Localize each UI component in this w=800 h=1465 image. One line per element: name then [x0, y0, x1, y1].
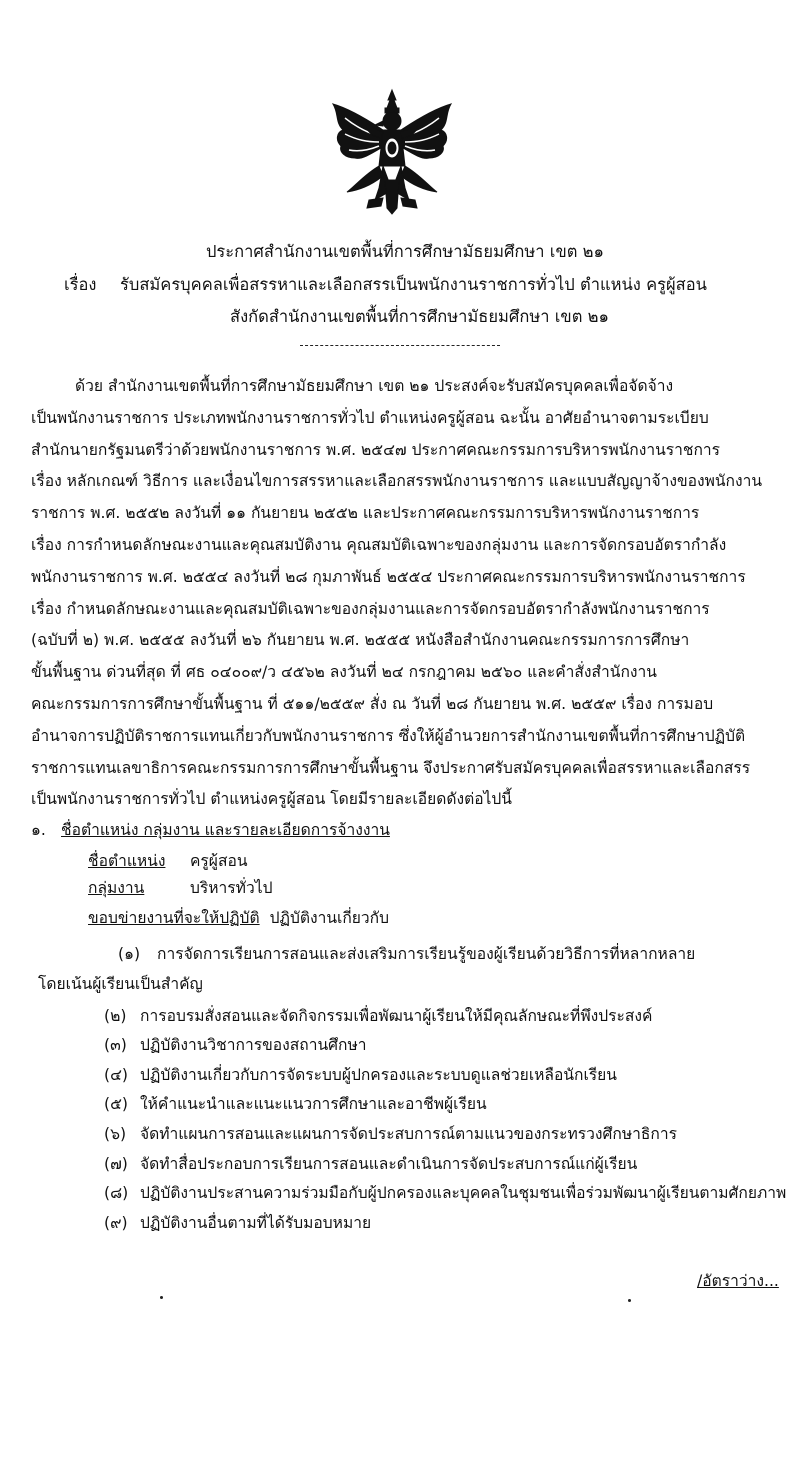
duty-number: (๕) [104, 1095, 128, 1114]
body-line: ราชการแทนเลขาธิการคณะกรรมการการศึกษาขั้นพื้นฐาน จึงประกาศรับสมัครบุคคลเพื่อสรรหาและเลือกสรร [31, 758, 751, 777]
duty-text: ปฏิบัติงานวิชาการของสถานศึกษา [140, 1036, 367, 1055]
duty-item [0, 1209, 800, 1239]
body-line: (ฉบับที่ ๒) พ.ศ. ๒๕๕๕ ลงวันที่ ๒๖ กันยายน พ.ศ. ๒๕๕๕ หนังสือสำนักงานคณะกรรมการการศึกษา [31, 631, 690, 650]
scan-speck [160, 1296, 163, 1299]
duty-number: (๘) [104, 1184, 129, 1203]
duty-item [0, 1090, 800, 1120]
duty-text: การอบรมสั่งสอนและจัดกิจกรรมเพื่อพัฒนาผู้เรียนให้มีคุณลักษณะที่พึงประสงค์ [140, 1006, 653, 1025]
duty-text: ปฏิบัติงานประสานความร่วมมือกับผู้ปกครองและบุคคลในชุมชนเพื่อร่วมพัฒนาผู้เรียนตามศักยภาพ [140, 1184, 787, 1203]
scope-field [88, 906, 389, 930]
duty-text: โดยเน้นผู้เรียนเป็นสำคัญ [38, 974, 203, 993]
duty-item [0, 1061, 800, 1091]
duty-item [0, 1179, 800, 1209]
body-line: ขั้นพื้นฐาน ด่วนที่สุด ที่ ศธ ๐๔๐๐๙/ว ๔๕๖๒ ลงวันที่ ๒๔ กรกฎาคม ๒๕๖๐ และคำสั่งสำนักงาน [31, 663, 657, 682]
body-line: เรื่อง การกำหนดลักษณะงานและคุณสมบัติงาน คุณสมบัติเฉพาะของกลุ่มงาน และการจัดกรอบอัตรากำลัง [31, 535, 727, 554]
duty-text: ปฏิบัติงานอื่นตามที่ได้รับมอบหมาย [140, 1213, 372, 1232]
duty-number: (๖) [104, 1124, 127, 1143]
section-title: ชื่อตำแหน่ง กลุ่มงาน และรายละเอียดการจ้างงาน [61, 821, 390, 839]
subject-label: เรื่อง [64, 275, 97, 294]
section-1-heading [31, 818, 390, 842]
group-value: บริหารทั่วไป [190, 879, 273, 897]
duty-item [0, 940, 800, 970]
body-paragraph [31, 371, 791, 816]
duty-text: การจัดการเรียนการสอนและส่งเสริมการเรียนรู้ของผู้เรียนด้วยวิธีการที่หลากหลาย [157, 945, 696, 963]
duty-text: ให้คำแนะนำและแนะแนวการศึกษาและอาชีพผู้เรียน [140, 1095, 487, 1114]
continued-marker [697, 1269, 779, 1293]
duty-number: (๓) [104, 1036, 127, 1055]
scan-speck [628, 1299, 631, 1302]
body-line: อำนาจการปฏิบัติราชการแทนเกี่ยวกับพนักงานราชการ ซึ่งให้ผู้อำนวยการสำนักงานเขตพื้นที่การศึกษาปฏิบัติ [31, 726, 746, 745]
announcement-subject [64, 273, 707, 297]
body-line: สำนักนายกรัฐมนตรีว่าด้วยพนักงานราชการ พ.ศ. ๒๕๔๗ ประกาศคณะกรรมการบริหารพนักงานราชการ [31, 440, 721, 459]
group-field [88, 876, 272, 900]
duty-number: (๗) [104, 1154, 128, 1173]
position-label: ชื่อตำแหน่ง [88, 852, 166, 870]
body-line: ราชการ พ.ศ. ๒๕๕๒ ลงวันที่ ๑๑ กันยายน ๒๕๕๒ และประกาศคณะกรรมการบริหารพนักงานราชการ [31, 504, 700, 523]
scope-label: ขอบข่ายงานที่จะให้ปฏิบัติ [88, 909, 260, 927]
duty-text: ปฏิบัติงานเกี่ยวกับการจัดระบบผู้ปกครองและระบบดูแลช่วยเหลือนักเรียน [140, 1065, 617, 1084]
duty-item [0, 1031, 800, 1061]
duty-item [0, 1002, 800, 1032]
body-line: เป็นพนักงานราชการ ประเภทพนักงานราชการทั่วไป ตำแหน่งครูผู้สอน ฉะนั้น อาศัยอำนาจตามระเบียบ [31, 408, 709, 427]
duty-text: จัดทำแผนการสอนและแผนการจัดประสบการณ์ตามแนวของกระทรวงศึกษาธิการ [140, 1124, 677, 1143]
scope-value: ปฏิบัติงานเกี่ยวกับ [269, 909, 390, 927]
divider [300, 345, 500, 346]
duty-item [0, 1150, 800, 1180]
group-label: กลุ่มงาน [88, 879, 145, 897]
body-line: ด้วย สำนักงานเขตพื้นที่การศึกษามัธยมศึกษา เขต ๒๑ ประสงค์จะรับสมัครบุคคลเพื่อจัดจ้าง [75, 377, 674, 395]
body-line: เรื่อง กำหนดลักษณะงานและคุณสมบัติเฉพาะของกลุ่มงานและการจัดกรอบอัตรากำลังพนักงานราชการ [31, 599, 710, 618]
duty-text: จัดทำสื่อประกอบการเรียนการสอนและดำเนินการจัดประสบการณ์แก่ผู้เรียน [140, 1154, 638, 1173]
announcement-title: ประกาศสำนักงานเขตพื้นที่การศึกษามัธยมศึกษา เขต ๒๑ [205, 242, 605, 261]
body-line: เป็นพนักงานราชการทั่วไป ตำแหน่งครูผู้สอน โดยมีรายละเอียดดังต่อไปนี้ [31, 790, 512, 809]
continued-text: /อัตราว่าง... [697, 1272, 779, 1290]
duty-number: (๙) [104, 1213, 128, 1232]
body-line: คณะกรรมการการศึกษาขั้นพื้นฐาน ที่ ๕๑๑/๒๕๕๙ สั่ง ณ วันที่ ๒๘ กันยายน พ.ศ. ๒๕๕๙ เรื่อง การมอบ [31, 694, 714, 713]
position-value: ครูผู้สอน [190, 852, 248, 870]
announcement-affiliation: สังกัดสำนักงานเขตพื้นที่การศึกษามัธยมศึกษา เขต ๒๑ [230, 307, 610, 326]
body-line: พนักงานราชการ พ.ศ. ๒๕๕๔ ลงวันที่ ๒๘ กุมภาพันธ์ ๒๕๕๔ ประกาศคณะกรรมการบริหารพนักงานราชการ [31, 567, 746, 586]
duty-number: (๒) [104, 1006, 127, 1025]
duty-number: (๔) [104, 1065, 128, 1084]
section-number: ๑. [31, 821, 46, 839]
garuda-emblem-icon [325, 88, 460, 216]
duty-number: (๑) [118, 945, 141, 963]
subject-text: รับสมัครบุคคลเพื่อสรรหาและเลือกสรรเป็นพนักงานราชการทั่วไป ตำแหน่ง ครูผู้สอน [120, 275, 707, 294]
duty-item-continuation [0, 970, 800, 1002]
duty-list [0, 940, 800, 1238]
position-field [88, 849, 248, 873]
duty-item [0, 1120, 800, 1150]
body-line: เรื่อง หลักเกณฑ์ วิธีการ และเงื่อนไขการสรรหาและเลือกสรรพนักงานราชการ และแบบสัญญาจ้างของพนักงาน [31, 472, 763, 491]
